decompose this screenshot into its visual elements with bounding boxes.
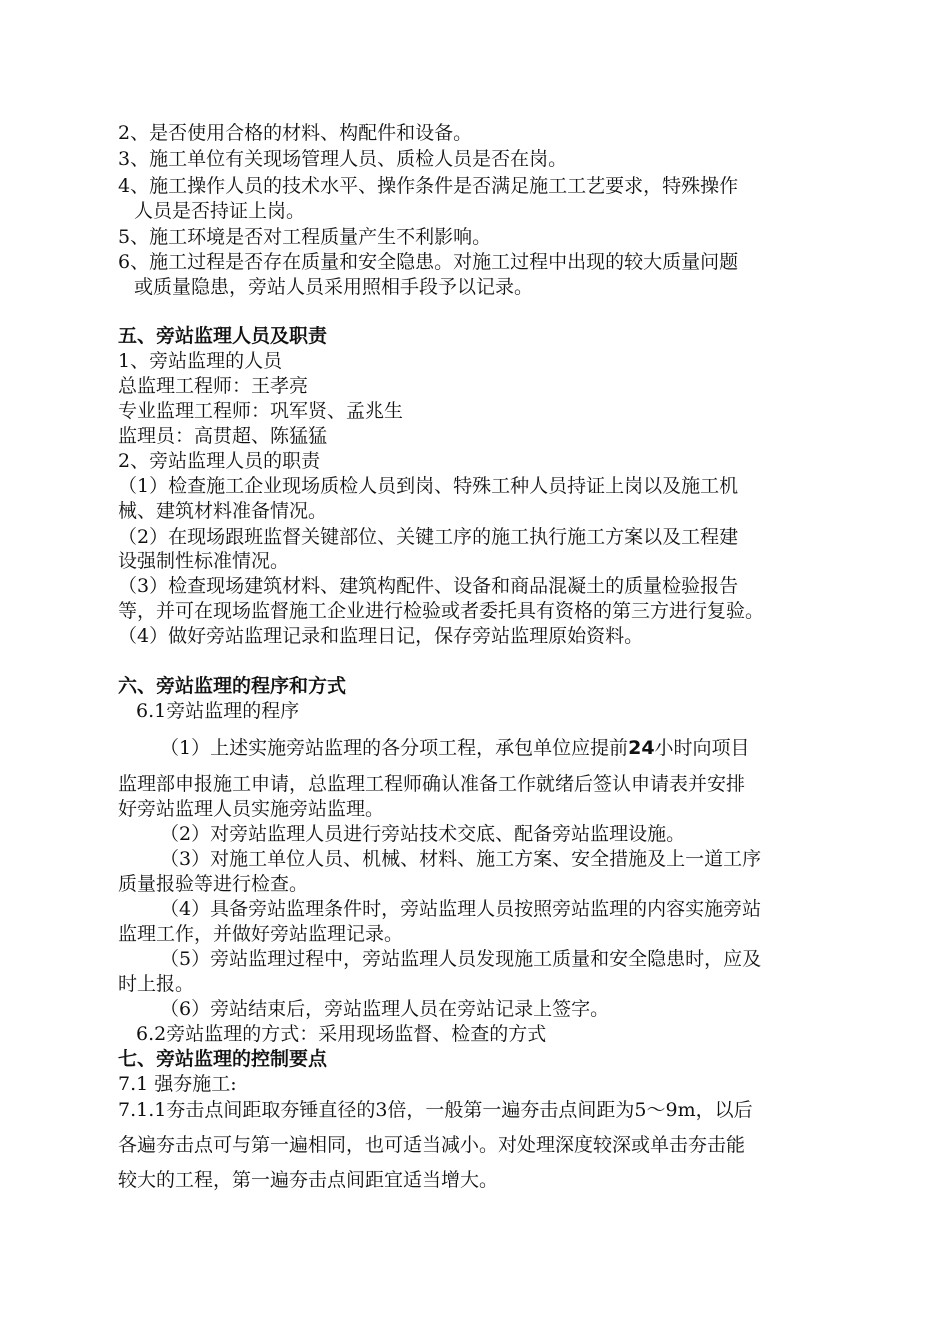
duty-line: 设强制性标准情况。	[118, 550, 290, 572]
subheading: 1、旁站监理的人员	[118, 350, 283, 372]
subheading: 6.1旁站监理的程序	[136, 700, 300, 722]
duty-line: 等，并可在现场监督施工企业进行检验或者委托具有资格的第三方进行复验。	[118, 600, 765, 622]
paragraph-line	[160, 736, 750, 760]
paragraph-line: （2）对旁站监理人员进行旁站技术交底、配备旁站监理设施。	[160, 823, 686, 845]
paragraph-line: （3）对施工单位人员、机械、材料、施工方案、安全措施及上一道工序	[160, 848, 762, 870]
specialist-engineer: 专业监理工程师：巩军贤、孟兆生	[118, 400, 404, 422]
paragraph-line: 好旁站监理人员实施旁站监理。	[118, 798, 385, 820]
paragraph-line: 时上报。	[118, 973, 195, 995]
list-item: 2、是否使用合格的材料、构配件和设备。	[118, 122, 473, 144]
inspector: 监理员：高贯超、陈猛猛	[118, 425, 328, 447]
paragraph-line: 较大的工程，第一遍夯击点间距宜适当增大。	[118, 1169, 499, 1191]
subheading: 6.2旁站监理的方式：采用现场监督、检查的方式	[136, 1023, 547, 1045]
duty-line: （2）在现场跟班监督关键部位、关键工序的施工执行施工方案以及工程建	[118, 526, 739, 548]
list-item-continuation: 或质量隐患，旁站人员采用照相手段予以记录。	[134, 276, 534, 298]
section-heading: 六、旁站监理的程序和方式	[118, 675, 347, 697]
paragraph-text: （1）上述实施旁站监理的各分项工程，承包单位应提前	[160, 737, 629, 759]
paragraph-text: 小时向项目	[654, 737, 750, 759]
paragraph-line: （6）旁站结束后，旁站监理人员在旁站记录上签字。	[160, 998, 610, 1020]
hours-number: 24	[628, 737, 655, 759]
list-item: 5、施工环境是否对工程质量产生不利影响。	[118, 226, 492, 248]
paragraph-line: 7.1.1夯击点间距取夯锤直径的3倍，一般第一遍夯击点间距为5～9m，以后	[118, 1099, 753, 1121]
subheading: 2、旁站监理人员的职责	[118, 450, 321, 472]
section-heading: 七、旁站监理的控制要点	[118, 1048, 328, 1070]
list-item: 6、施工过程是否存在质量和安全隐患。对施工过程中出现的较大质量问题	[118, 251, 739, 273]
list-item: 4、施工操作人员的技术水平、操作条件是否满足施工工艺要求，特殊操作	[118, 175, 739, 197]
duty-line: （1）检查施工企业现场质检人员到岗、特殊工种人员持证上岗以及施工机	[118, 475, 739, 497]
chief-engineer: 总监理工程师：王孝亮	[118, 375, 309, 397]
duty-line: 械、建筑材料准备情况。	[118, 500, 328, 522]
list-item-continuation: 人员是否持证上岗。	[134, 200, 306, 222]
paragraph-line: （4）具备旁站监理条件时，旁站监理人员按照旁站监理的内容实施旁站	[160, 898, 762, 920]
paragraph-line: 质量报验等进行检查。	[118, 873, 309, 895]
section-heading: 五、旁站监理人员及职责	[118, 325, 328, 347]
paragraph-line: 各遍夯击点可与第一遍相同，也可适当减小。对处理深度较深或单击夯击能	[118, 1134, 746, 1156]
list-item: 3、施工单位有关现场管理人员、质检人员是否在岗。	[118, 148, 568, 170]
paragraph-line: 监理部申报施工申请，总监理工程师确认准备工作就绪后签认申请表并安排	[118, 773, 746, 795]
duty-line: （4）做好旁站监理记录和监理日记，保存旁站监理原始资料。	[118, 625, 644, 647]
paragraph-line: （5）旁站监理过程中，旁站监理人员发现施工质量和安全隐患时，应及	[160, 948, 762, 970]
duty-line: （3）检查现场建筑材料、建筑构配件、设备和商品混凝土的质量检验报告	[118, 575, 739, 597]
paragraph-line: 监理工作，并做好旁站监理记录。	[118, 923, 404, 945]
subheading: 7.1 强夯施工:	[118, 1073, 237, 1095]
